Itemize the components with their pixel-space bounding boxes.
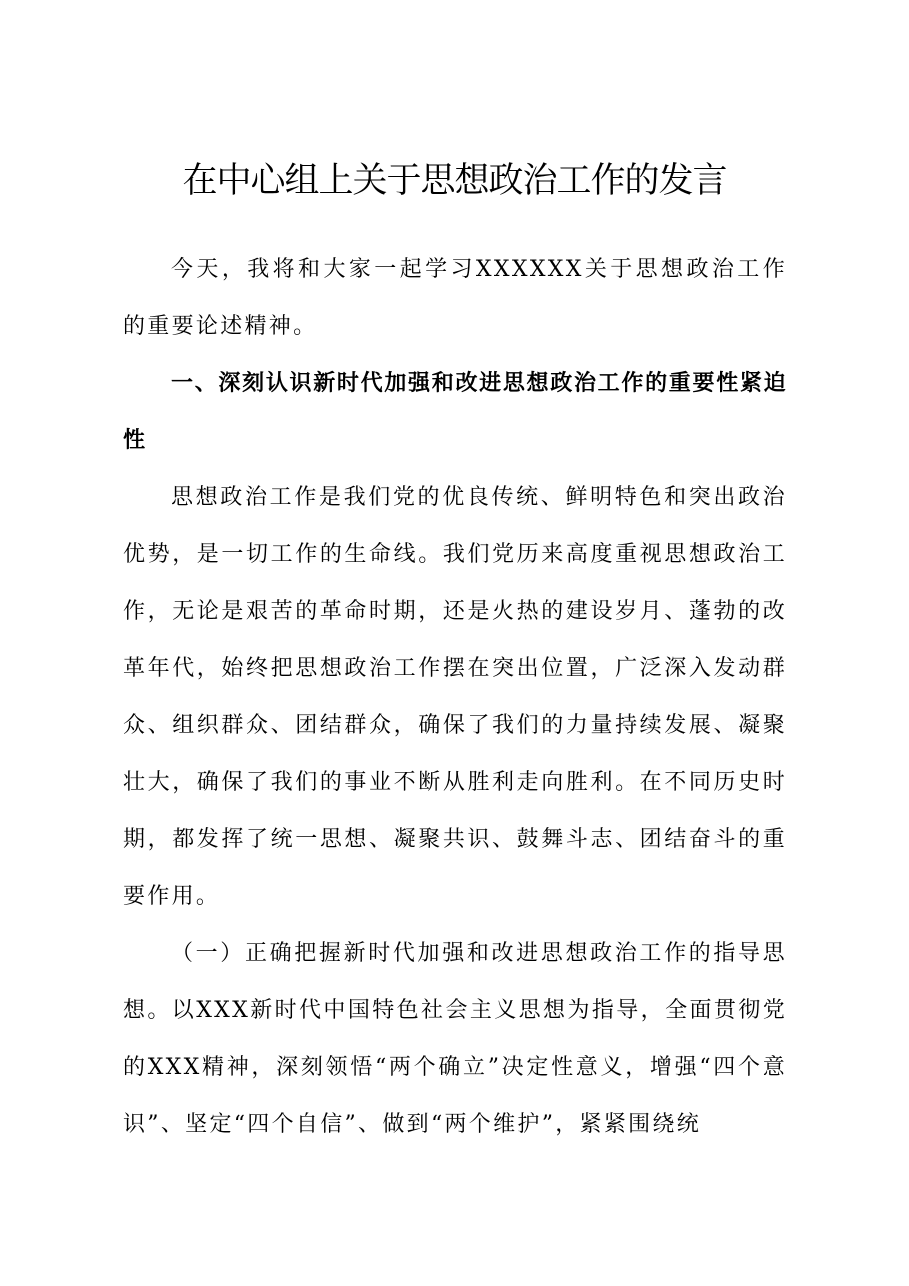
section-heading-1: 一、深刻认识新时代加强和改进思想政治工作的重要性紧迫性 xyxy=(123,371,787,453)
paragraph-body-1: 思想政治工作是我们党的优良传统、鲜明特色和突出政治优势，是一切工作的生命线。我们党历来高度重视思想政治工作，无论是艰苦的革命时期，还是火热的建设岁月、蓬勃的改革年代，始终把思想政治工作摆在突出位置，广泛深入发动群众、组织群众、团结群众，确保了我们的力量持续发展、凝聚壮大，确保了我们的事业不断从胜利走向胜利。在不同历史时期，都发挥了统一思想、凝聚共识、鼓舞斗志、团结奋斗的重要作用。 xyxy=(123,485,787,909)
document-title: 在中心组上关于思想政治工作的发言 xyxy=(182,161,727,201)
paragraph-subsection-1: （一）正确把握新时代加强和改进思想政治工作的指导思想。以XXX新时代中国特色社会主义思想为指导，全面贯彻党的XXX精神，深刻领悟“两个确立”决定性意义，增强“四个意识”、坚定“四个自信”、做到“两个维护”，紧紧围绕统 xyxy=(123,941,787,1137)
paragraph-intro: 今天，我将和大家一起学习XXXXXX关于思想政治工作的重要论述精神。 xyxy=(123,257,787,339)
document-body xyxy=(123,241,787,1153)
